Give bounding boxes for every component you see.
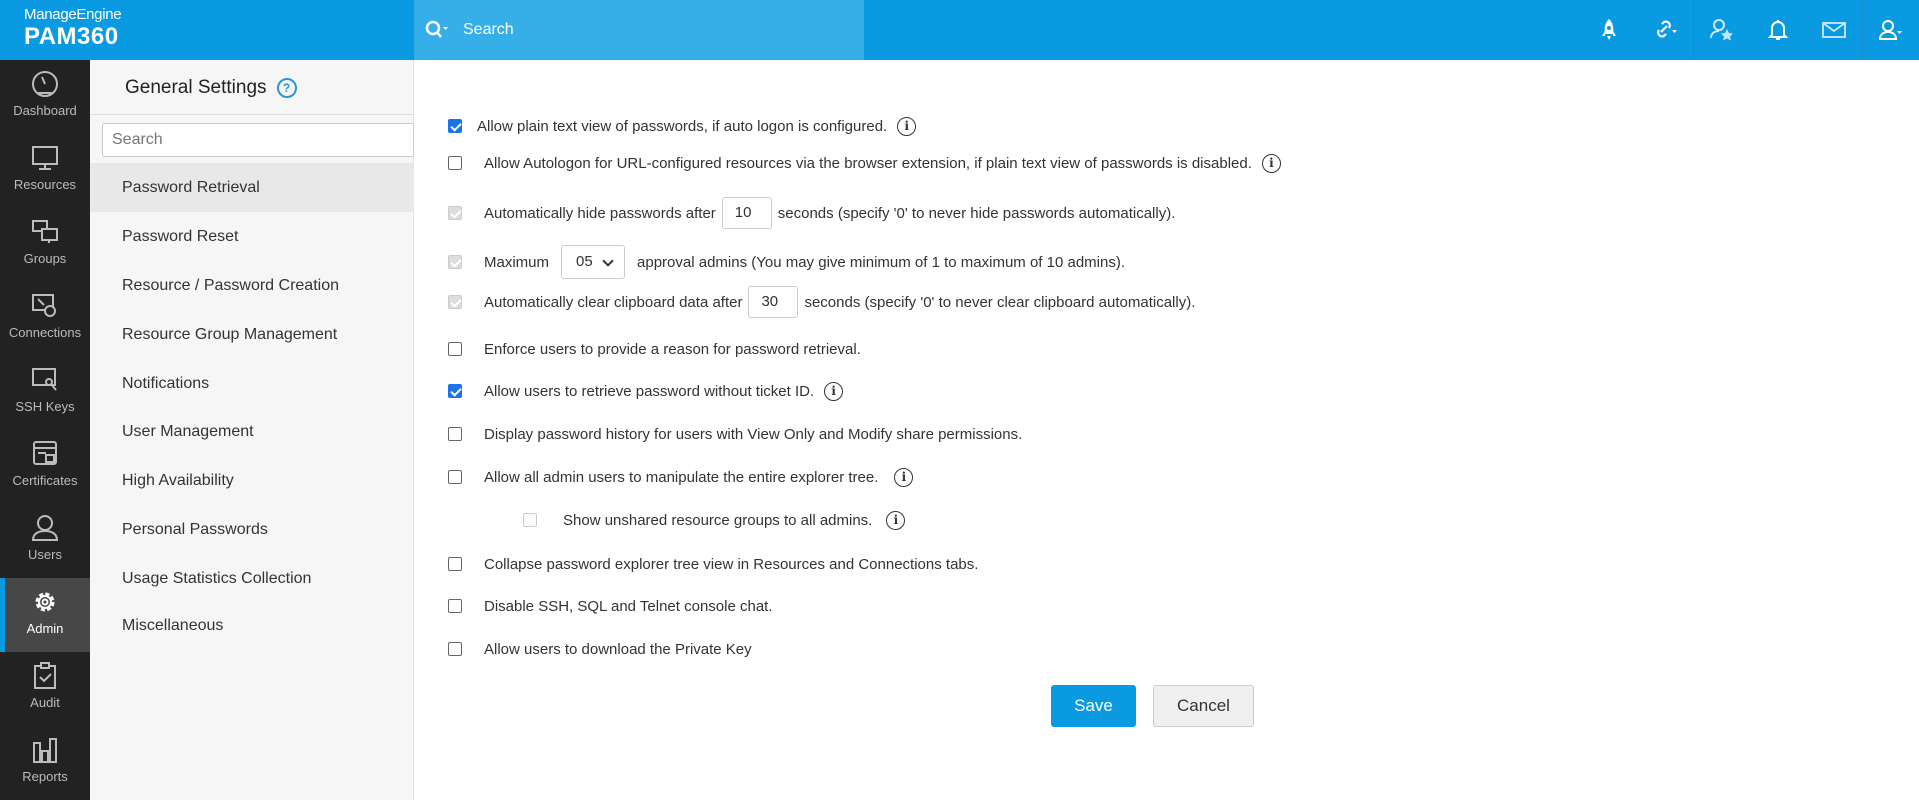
menu-personal-passwords[interactable]: Personal Passwords: [122, 521, 268, 538]
checkbox[interactable]: [448, 295, 462, 309]
setting-row: [448, 111, 916, 141]
nav-label: Audit: [30, 695, 60, 710]
hide-passwords-seconds-input[interactable]: 10: [722, 197, 772, 229]
checkbox[interactable]: [448, 427, 462, 441]
setting-label: Allow plain text view of passwords, if auto logon is configured.: [477, 117, 888, 135]
checkbox[interactable]: [448, 642, 462, 656]
menu-high-availability[interactable]: High Availability: [122, 472, 234, 489]
setting-row: [448, 634, 752, 664]
nav-label: Resources: [13, 177, 77, 192]
setting-label: Allow users to download the Private Key: [484, 640, 752, 658]
checkbox[interactable]: [448, 206, 462, 220]
nav-connections[interactable]: [0, 282, 90, 356]
settings-sidebar: [90, 60, 414, 800]
checkbox[interactable]: [448, 255, 462, 269]
setting-row: [448, 198, 1175, 228]
checkbox[interactable]: [523, 513, 537, 527]
nav-resources[interactable]: [0, 134, 90, 208]
checkbox[interactable]: [448, 557, 462, 571]
logo[interactable]: [24, 6, 121, 51]
nav-certificates[interactable]: [0, 430, 90, 504]
menu-usage-statistics[interactable]: Usage Statistics Collection: [122, 570, 312, 587]
setting-row: [448, 376, 843, 406]
divider: [90, 114, 414, 115]
search-icon[interactable]: [425, 20, 449, 40]
max-approval-admins-select[interactable]: 05: [561, 245, 625, 279]
info-icon[interactable]: i: [897, 117, 916, 136]
setting-label: Show unshared resource groups to all admins.: [563, 511, 873, 529]
checkbox[interactable]: [448, 119, 462, 133]
menu-resource-group-management[interactable]: Resource Group Management: [122, 326, 338, 343]
menu-notifications[interactable]: Notifications: [122, 375, 210, 392]
groups-icon: [30, 217, 60, 247]
nav-label: Groups: [23, 251, 67, 266]
ssh-key-icon: [30, 365, 60, 395]
nav-ssh-keys[interactable]: [0, 356, 90, 430]
clear-clipboard-seconds-input[interactable]: 30: [748, 286, 798, 318]
dashboard-icon: [30, 69, 60, 99]
user-icon: [30, 513, 60, 543]
cancel-button[interactable]: Cancel: [1153, 685, 1254, 727]
connections-icon: [30, 291, 60, 321]
menu-resource-password-creation[interactable]: Resource / Password Creation: [122, 277, 339, 294]
menu-miscellaneous[interactable]: Miscellaneous: [122, 617, 224, 634]
setting-label: approval admins (You may give minimum of 1 to maximum of 10 admins).: [637, 253, 1125, 271]
settings-search-input[interactable]: [102, 123, 414, 157]
brand-name: ManageEngine: [24, 6, 122, 23]
setting-row: [448, 591, 773, 621]
setting-label: Automatically clear clipboard data after: [484, 293, 743, 311]
save-button[interactable]: Save: [1051, 685, 1136, 727]
help-icon[interactable]: ?: [277, 78, 297, 98]
page-title: [125, 77, 297, 99]
nav-dashboard[interactable]: [0, 60, 90, 134]
nav-groups[interactable]: [0, 208, 90, 282]
menu-password-retrieval[interactable]: Password Retrieval: [90, 163, 414, 212]
main-nav: [0, 60, 90, 800]
setting-row: [448, 247, 1125, 277]
nav-reports[interactable]: [0, 726, 90, 800]
setting-label: Automatically hide passwords after: [484, 204, 716, 222]
setting-label: seconds (specify '0' to never clear clipboard automatically).: [804, 293, 1196, 311]
setting-label: Allow all admin users to manipulate the entire explorer tree.: [484, 468, 879, 486]
setting-label: Allow Autologon for URL-configured resources via the browser extension, if plain text view of passwords is disabled.: [484, 154, 1252, 172]
user-menu-icon[interactable]: [1863, 0, 1919, 60]
setting-row: [523, 505, 905, 535]
nav-label: SSH Keys: [15, 399, 75, 414]
checkbox[interactable]: [448, 156, 462, 170]
setting-label: seconds (specify '0' to never hide passwords automatically).: [777, 204, 1176, 222]
setting-row: [448, 419, 1022, 449]
user-star-icon[interactable]: [1694, 0, 1750, 60]
checkbox[interactable]: [448, 342, 462, 356]
info-icon[interactable]: i: [1262, 154, 1281, 173]
certificate-icon: [30, 439, 60, 469]
nav-label: Dashboard: [13, 103, 77, 118]
menu-user-management[interactable]: User Management: [122, 423, 254, 440]
setting-label: Collapse password explorer tree view in Resources and Connections tabs.: [484, 555, 979, 573]
top-header: [0, 0, 1919, 60]
setting-label: Maximum: [484, 253, 550, 271]
setting-row: [448, 287, 1195, 317]
clipboard-check-icon: [30, 661, 60, 691]
search-input[interactable]: Search: [463, 21, 514, 38]
setting-label: Allow users to retrieve password without ticket ID.: [484, 382, 815, 400]
nav-label: Admin: [26, 621, 64, 636]
monitor-icon: [30, 143, 60, 173]
menu-password-reset[interactable]: Password Reset: [122, 228, 239, 245]
info-icon[interactable]: i: [824, 382, 843, 401]
checkbox[interactable]: [448, 470, 462, 484]
checkbox[interactable]: [448, 599, 462, 613]
setting-label: Display password history for users with View Only and Modify share permissions.: [484, 425, 1023, 443]
nav-admin[interactable]: [0, 578, 90, 652]
nav-users[interactable]: [0, 504, 90, 578]
nav-label: Users: [28, 547, 62, 562]
global-search[interactable]: [414, 0, 864, 60]
bell-icon[interactable]: [1750, 0, 1806, 60]
setting-row: [448, 462, 913, 492]
checkbox[interactable]: [448, 384, 462, 398]
mail-icon[interactable]: [1806, 0, 1862, 60]
nav-audit[interactable]: [0, 652, 90, 726]
info-icon[interactable]: i: [886, 511, 905, 530]
info-icon[interactable]: i: [894, 468, 913, 487]
setting-label: Enforce users to provide a reason for password retrieval.: [484, 340, 861, 358]
setting-label: Disable SSH, SQL and Telnet console chat.: [484, 597, 773, 615]
nav-label: Reports: [22, 769, 68, 784]
nav-label: Connections: [8, 325, 82, 340]
setting-row: [448, 549, 978, 579]
link-icon[interactable]: [1637, 0, 1693, 60]
setting-row: [448, 334, 861, 364]
nav-label: Certificates: [12, 473, 78, 488]
bar-chart-icon: [30, 735, 60, 765]
product-name: PAM360: [24, 23, 119, 50]
rocket-icon[interactable]: [1581, 0, 1637, 60]
setting-row: [448, 148, 1281, 178]
gear-icon: [30, 587, 60, 617]
title-text: General Settings: [125, 77, 267, 98]
